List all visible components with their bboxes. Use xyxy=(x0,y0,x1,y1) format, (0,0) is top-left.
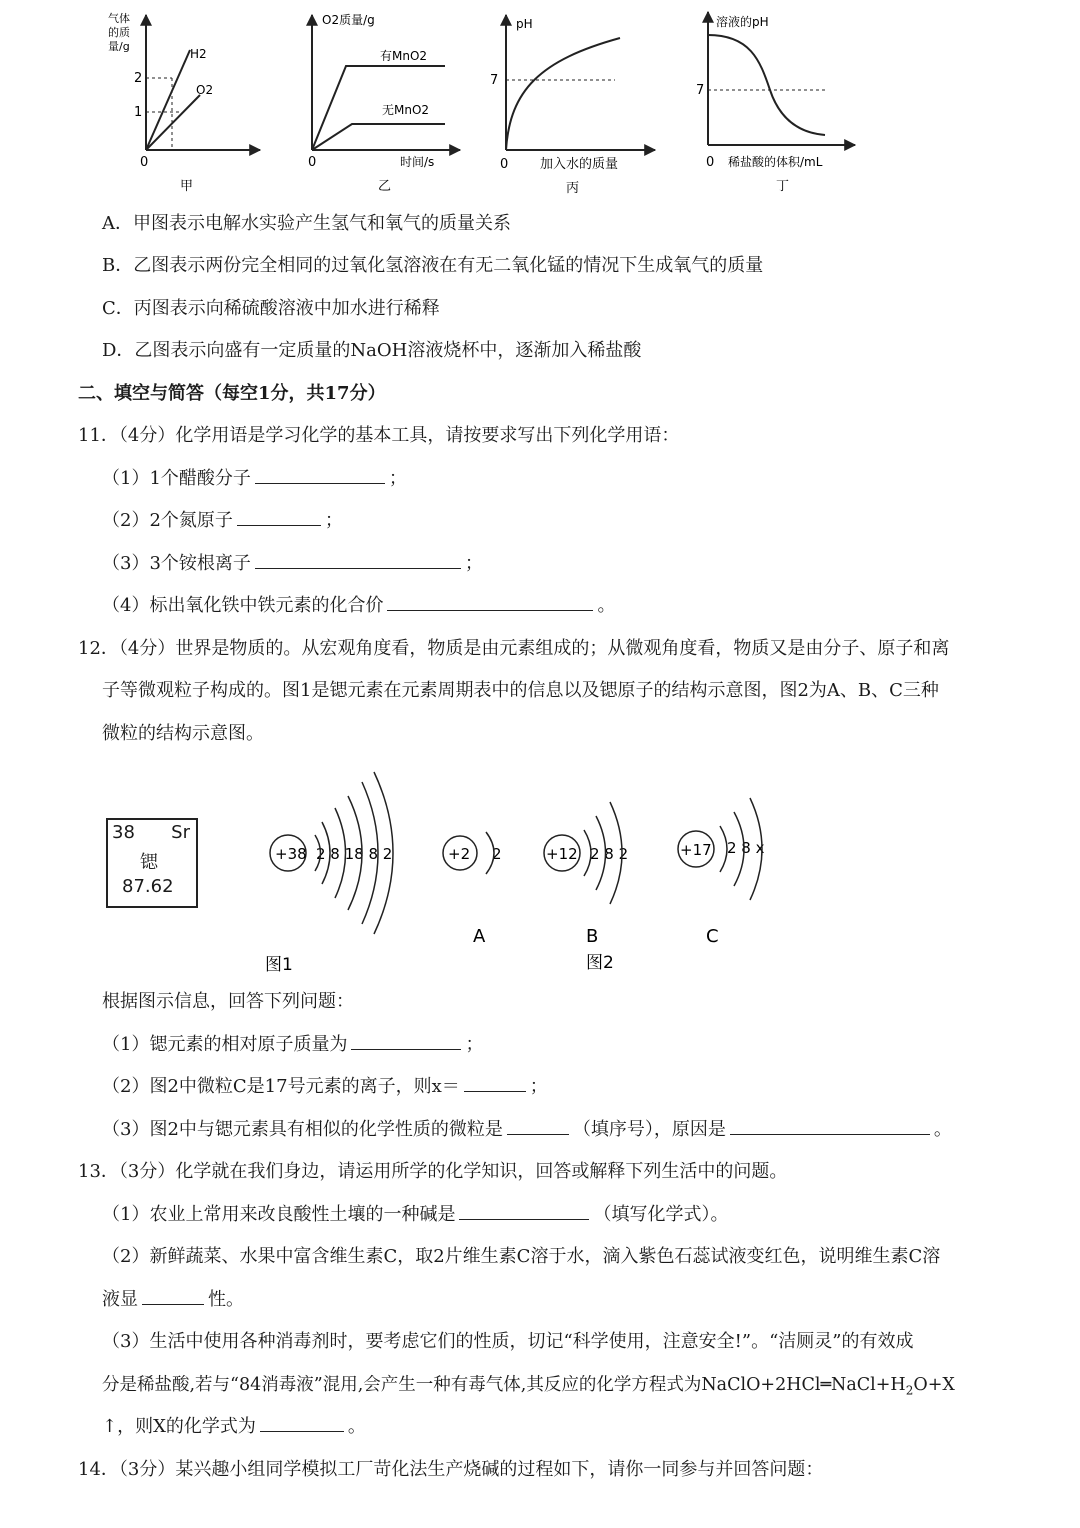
q11-item-1 xyxy=(102,467,407,491)
sr-shells: 2 8 18 8 2 xyxy=(316,845,393,863)
element-number: 38 xyxy=(112,822,135,843)
q13-sub-3-end: 。 xyxy=(347,1416,366,1437)
q11-item-4 xyxy=(102,594,615,618)
atom-a-shells: 2 xyxy=(492,845,502,863)
bing-origin: 0 xyxy=(500,157,509,172)
q13-sub-3-line-3 xyxy=(102,1415,366,1439)
q11-item-3-label: （3）3个铵根离子 xyxy=(102,553,251,574)
yi-ylabel: O2质量/g xyxy=(322,13,375,27)
bing-curve xyxy=(506,38,620,150)
q12-sub-3-end: 。 xyxy=(933,1119,952,1140)
atom-diagrams xyxy=(100,760,800,980)
q13-sub-2-line-1: （2）新鲜蔬菜、水果中富含维生素C，取2片维生素C溶于水，滴入紫色石蕊试液变红色，说明维生素C溶 xyxy=(102,1246,941,1267)
h2-label: H2 xyxy=(190,47,207,61)
graphs-svg xyxy=(100,0,880,200)
ding-origin: 0 xyxy=(706,155,715,170)
fig2-caption: 图2 xyxy=(586,953,614,973)
atom-a xyxy=(443,832,502,947)
atom-b xyxy=(544,802,628,947)
q12-blank-3[interactable] xyxy=(507,1118,569,1135)
q12-sub-1-label: （1）锶元素的相对原子质量为 xyxy=(102,1034,348,1055)
yi-series-with: 有MnO2 xyxy=(380,49,428,63)
jia-origin: 0 xyxy=(140,155,149,170)
q13-blank-1[interactable] xyxy=(459,1203,589,1220)
q12-sub-3-label: （3）图2中与锶元素具有相似的化学性质的微粒是 xyxy=(102,1119,503,1140)
yi-caption: 乙 xyxy=(378,179,392,194)
section-title: 二、填空与简答（每空1分，共17分） xyxy=(78,383,386,404)
q11-item-1-end: ； xyxy=(388,468,407,489)
yi-xlabel: 时间/s xyxy=(400,155,435,169)
q12-sub-2-label: （2）图2中微粒C是17号元素的离子，则x＝ xyxy=(102,1076,460,1097)
q12-line-3: 微粒的结构示意图。 xyxy=(102,723,264,744)
q12-blank-1[interactable] xyxy=(351,1033,461,1050)
q12-line-1: 12．（4分）世界是物质的。从宏观角度看，物质是由元素组成的；从微观角度看，物质又是由分子、原子和离 xyxy=(78,638,950,659)
q13-equation-post: NaCl+H xyxy=(831,1375,906,1395)
without-mno2-line xyxy=(312,124,445,150)
atom-b-label: B xyxy=(586,926,599,947)
q11-item-4-label: （4）标出氧化铁中铁元素的化合价 xyxy=(102,595,384,616)
jia-ylabel-3: 量/g xyxy=(108,40,130,53)
q11-blank-3[interactable] xyxy=(255,552,461,569)
q13-sub-1 xyxy=(102,1203,728,1227)
q12-sub-3-mid: （填序号），原因是 xyxy=(572,1119,726,1140)
q12-sub-1-end: ； xyxy=(465,1034,484,1055)
q12-sub-1 xyxy=(102,1033,483,1057)
q12-figures xyxy=(100,760,800,980)
q11-item-2-end: ； xyxy=(324,510,343,531)
o2-label: O2 xyxy=(196,83,214,97)
q13-equation-pre: 分是稀盐酸,若与“84消毒液”混用,会产生一种有毒气体,其反应的化学方程式为NaClO+2HCl xyxy=(102,1375,821,1395)
option-c: C．丙图表示向稀硫酸溶液中加水进行稀释 xyxy=(102,298,440,319)
graph-ding xyxy=(696,12,855,194)
graphs-row xyxy=(100,0,880,200)
q12-line-2: 子等微观粒子构成的。图1是锶元素在元素周期表中的信息以及锶原子的结构示意图，图2为A、B、C三种 xyxy=(102,680,939,701)
q12-sub-2 xyxy=(102,1075,548,1099)
atom-c xyxy=(678,798,765,947)
bing-ytick: 7 xyxy=(490,73,499,88)
q13-equation-tail: O+X xyxy=(913,1375,955,1395)
q13-equation-subscript: 2 xyxy=(905,1383,914,1398)
jia-ylabel-1: 气体 xyxy=(108,12,130,25)
q11-stem: 11．（4分）化学用语是学习化学的基本工具，请按要求写出下列化学用语： xyxy=(78,425,680,446)
bing-caption: 丙 xyxy=(566,181,580,196)
h2-line xyxy=(146,50,190,150)
q13-sub-3-line-1: （3）生活中使用各种消毒剂时，要考虑它们的性质，切记“科学使用，注意安全!”。“洁厕灵”的有效成 xyxy=(102,1331,914,1352)
ding-caption: 丁 xyxy=(776,179,790,194)
q13-blank-3[interactable] xyxy=(260,1415,344,1432)
atom-a-nucleus: +2 xyxy=(448,845,471,863)
jia-ytick-2: 2 xyxy=(134,71,143,86)
q13-sub-1-label: （1）农业上常用来改良酸性土壤的一种碱是 xyxy=(102,1204,456,1225)
q12-blank-4[interactable] xyxy=(730,1118,930,1135)
element-name: 锶 xyxy=(140,852,158,873)
graph-bing xyxy=(490,15,655,196)
atom-b-shells: 2 8 2 xyxy=(590,845,629,863)
atom-c-label: C xyxy=(706,926,719,947)
ding-ytick: 7 xyxy=(696,83,705,98)
q14-stem: 14．（3分）某兴趣小组同学模拟工厂苛化法生产烧碱的过程如下，请你一同参与并回答问题： xyxy=(78,1459,824,1480)
atom-b-nucleus: +12 xyxy=(546,845,578,863)
graph-yi xyxy=(308,12,460,194)
q11-blank-4[interactable] xyxy=(387,594,593,611)
q13-sub-2-label: 液显 xyxy=(102,1289,138,1310)
atom-c-shells: 2 8 x xyxy=(727,839,765,857)
element-mass: 87.62 xyxy=(122,876,174,897)
option-d: D．乙图表示向盛有一定质量的NaOH溶液烧杯中，逐渐加入稀盐酸 xyxy=(102,340,642,361)
graph-jia xyxy=(108,11,260,194)
q11-item-3-end: ； xyxy=(464,553,483,574)
q11-item-2-label: （2）2个氮原子 xyxy=(102,510,233,531)
q13-sub-3-line-2 xyxy=(102,1373,955,1403)
q12-sub-2-end: ； xyxy=(529,1076,548,1097)
q11-item-2 xyxy=(102,509,343,533)
o2-line xyxy=(146,95,200,150)
q11-blank-1[interactable] xyxy=(255,467,385,484)
q12-sub-3 xyxy=(102,1118,952,1142)
atom-a-label: A xyxy=(473,926,486,947)
q11-blank-2[interactable] xyxy=(237,509,321,526)
ding-xlabel: 稀盐酸的体积/mL xyxy=(728,155,823,169)
jia-caption: 甲 xyxy=(180,179,194,194)
q13-sub-1-end: （填写化学式）。 xyxy=(593,1204,729,1225)
element-symbol: Sr xyxy=(171,822,190,843)
jia-ytick-1: 1 xyxy=(134,105,143,120)
jia-ylabel-2: 的质 xyxy=(108,26,130,39)
q13-blank-2[interactable] xyxy=(142,1288,204,1305)
atom-c-nucleus: +17 xyxy=(680,841,712,859)
q13-equation-equals: ═ xyxy=(820,1375,832,1395)
option-a: A．甲图表示电解水实验产生氢气和氧气的质量关系 xyxy=(102,213,511,234)
fig1-caption: 图1 xyxy=(265,955,293,975)
q13-sub-2-line-2 xyxy=(102,1288,244,1312)
yi-origin: 0 xyxy=(308,155,317,170)
sr-nucleus: +38 xyxy=(275,845,307,863)
q12-blank-2[interactable] xyxy=(464,1075,526,1092)
bing-ylabel: pH xyxy=(516,17,533,31)
ding-ylabel: 溶液的pH xyxy=(716,15,769,29)
q11-item-3 xyxy=(102,552,483,576)
sr-atom xyxy=(270,772,393,934)
q11-item-1-label: （1）1个醋酸分子 xyxy=(102,468,251,489)
bing-xlabel: 加入水的质量 xyxy=(540,157,619,172)
ding-curve xyxy=(708,35,825,135)
q13-stem: 13．（3分）化学就在我们身边，请运用所学的化学知识，回答或解释下列生活中的问题。 xyxy=(78,1161,788,1182)
yi-series-without: 无MnO2 xyxy=(382,103,430,117)
q11-item-4-end: 。 xyxy=(597,595,616,616)
q12-prompt: 根据图示信息，回答下列问题： xyxy=(102,991,354,1012)
q13-sub-3-label: ↑，则X的化学式为 xyxy=(102,1416,256,1437)
option-b: B．乙图表示两份完全相同的过氧化氢溶液在有无二氧化锰的情况下生成氧气的质量 xyxy=(102,255,764,276)
q13-sub-2-end: 性。 xyxy=(208,1289,244,1310)
